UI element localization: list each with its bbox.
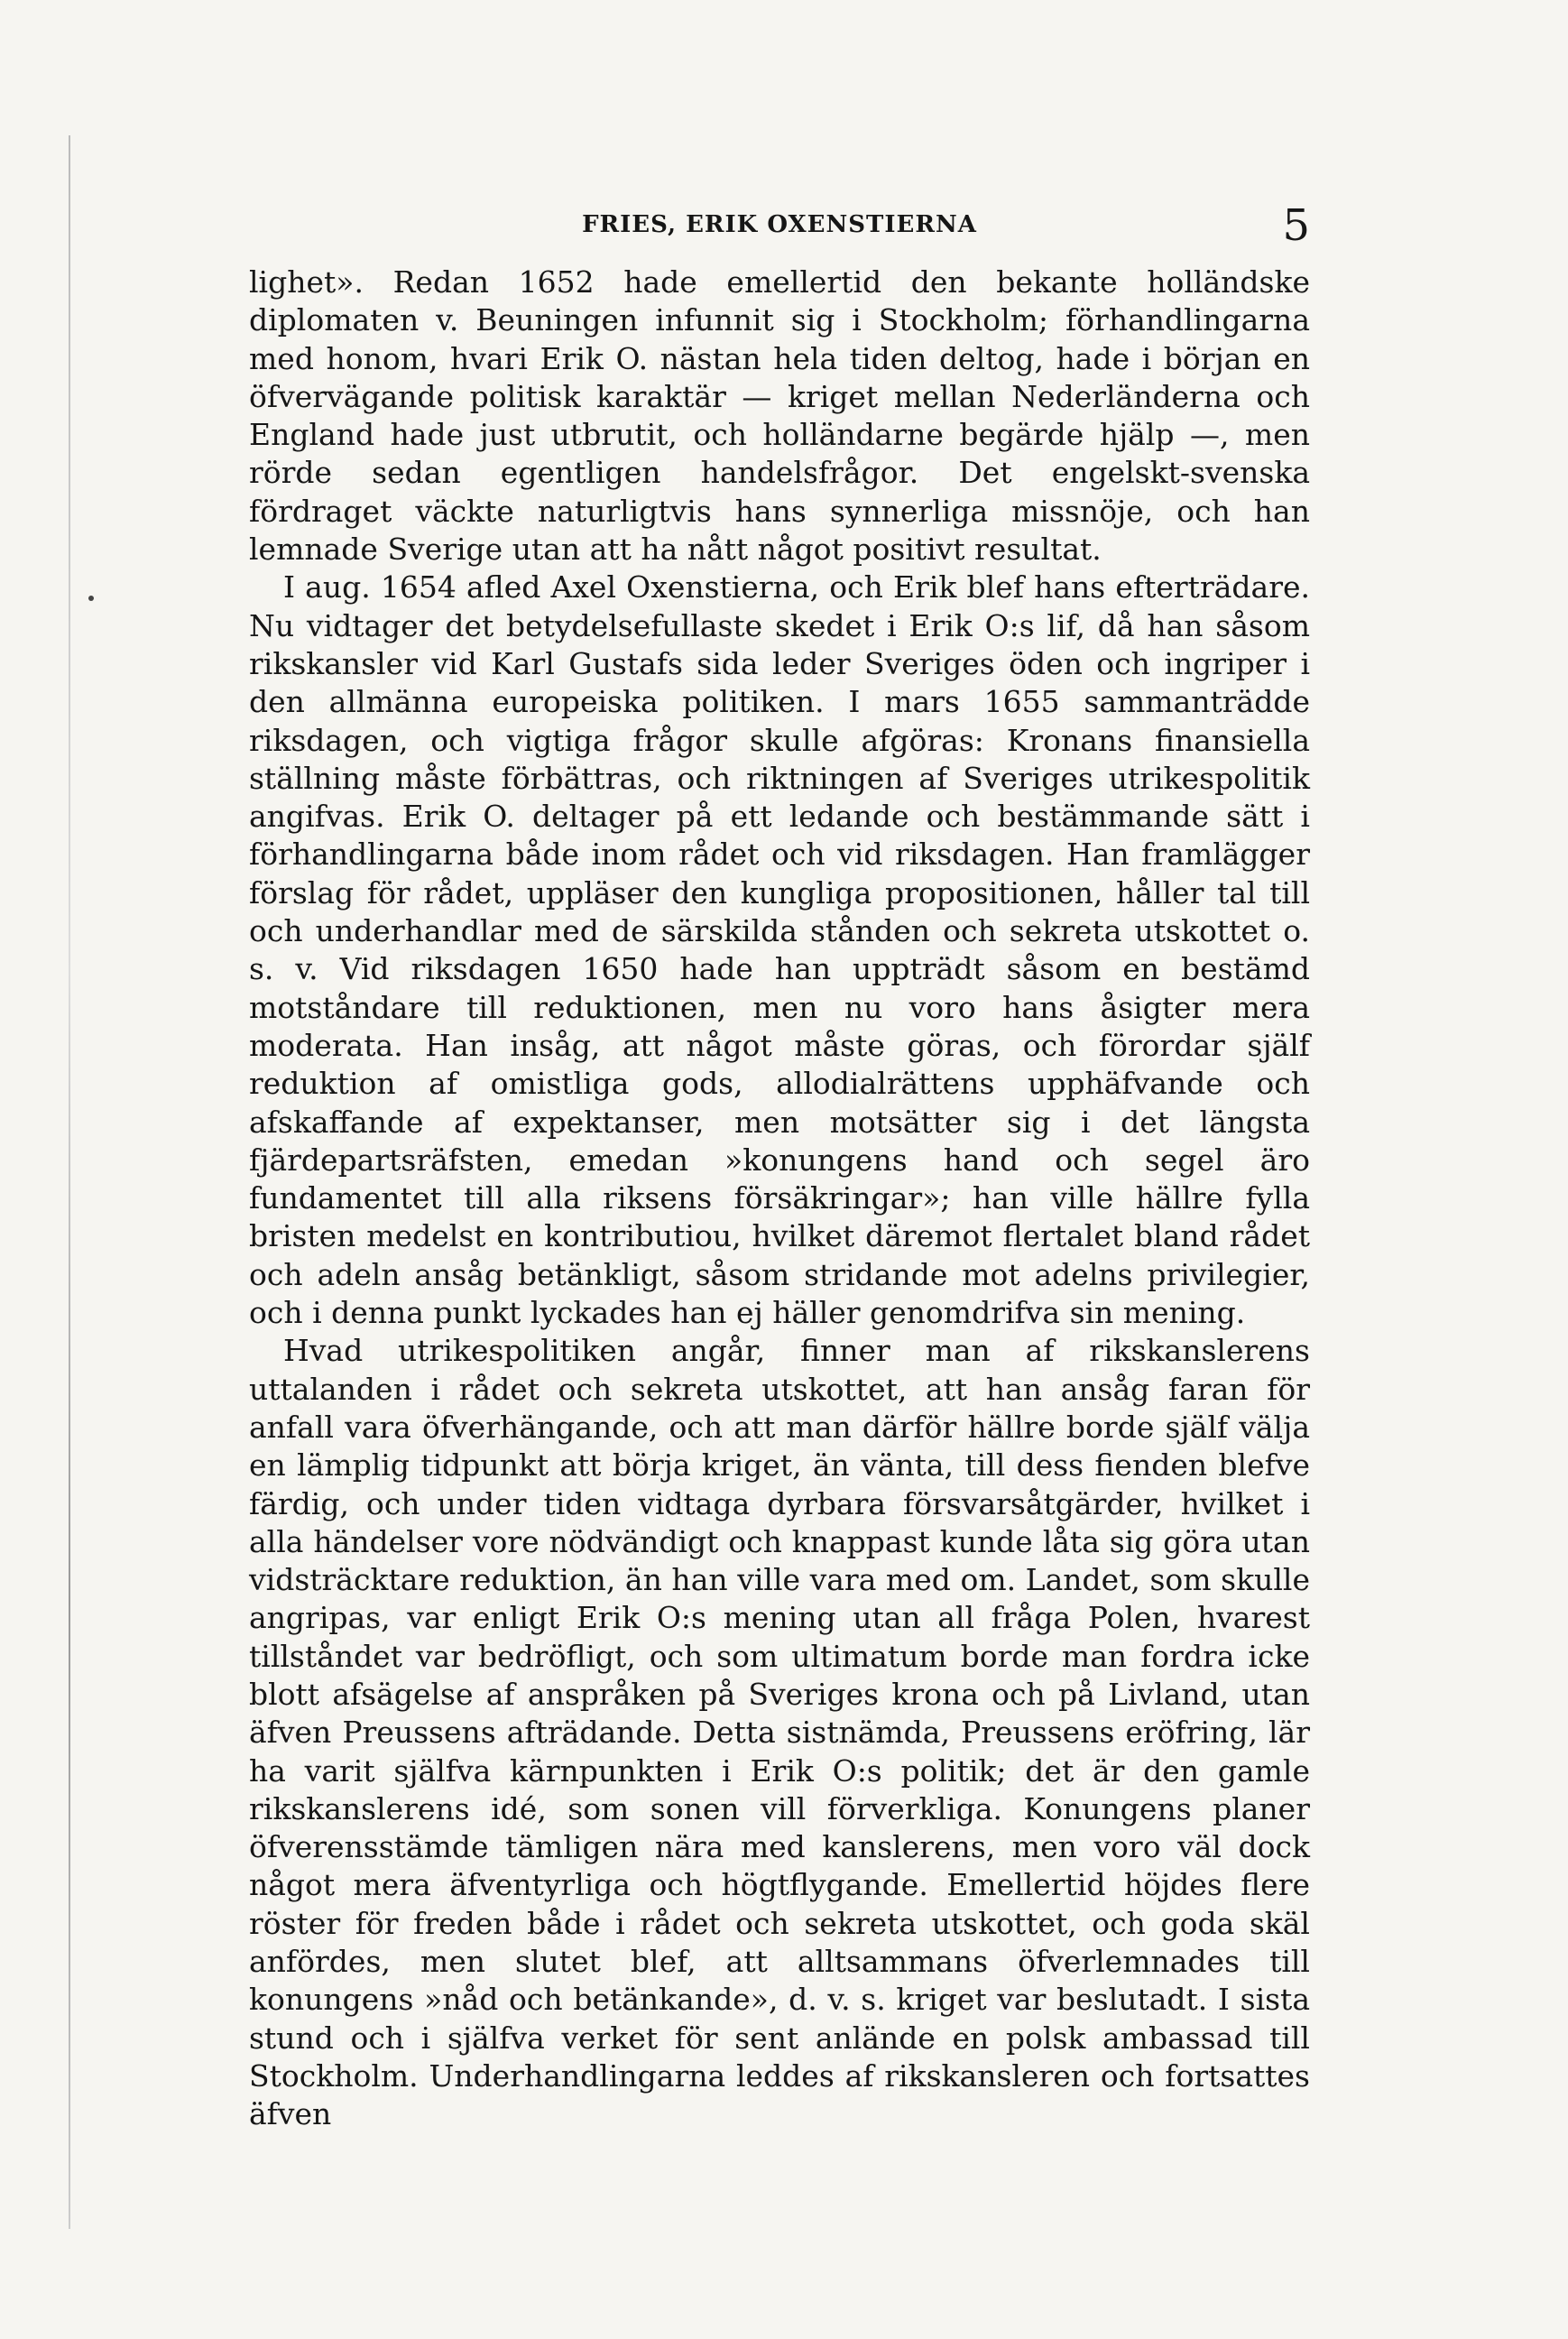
paragraph: I aug. 1654 afled Axel Oxenstierna, och Erik blef hans efterträdare. Nu vidtager det betydelsefullaste skedet i Erik O:s lif, då han såsom rikskansler vid Karl Gustafs sida leder Sveriges öden och ingriper i den allmänna europeiska politiken. I mars 1655 sammanträdde riksdagen, och vigtiga frågor skulle afgöras: Kronans finansiella ställning måste förbättras, och riktningen af Sveriges utrikespolitik angifvas. Erik O. deltager på ett ledande och bestämmande sätt i förhandlingarna både inom rådet och vid riksdagen. Han framlägger förslag för rådet, uppläser den kungliga propositionen, håller tal till och underhandlar med de särskilda stånden och sekreta utskottet o. s. v. Vid riksdagen 1650 hade han uppträdt såsom en bestämd motståndare till reduktionen, men nu voro hans åsigter mera moderata. Han insåg, att något måste göras, och förordar själf reduktion af omistliga gods, allodialrättens upphäfvande och afskaffande af expektanser, men motsätter sig i det längsta fjärdepartsräfsten, emedan »konungens hand och segel äro fundamentet till alla riksens försäkringar»; han ville hällre fylla bristen medelst en kontributiou, hvilket däremot flertalet bland rådet och adeln ansåg betänkligt, såsom stridande mot adelns privilegier, och i denna punkt lyckades han ej häller genomdrifva sin mening. bbox=[249, 569, 1310, 1331]
page-number: 5 bbox=[1282, 200, 1310, 251]
running-head: FRIES, ERIK OXENSTIERNA bbox=[582, 211, 977, 238]
paragraph: Hvad utrikespolitiken angår, finner man af rikskanslerens uttalanden i rådet och sekreta utskottet, att han ansåg faran för anfall vara öfverhängande, och att man därför hällre borde själf välja en lämplig tidpunkt att börja kriget, än vänta, till dess fienden blefve färdig, och under tiden vidtaga dyrbara försvarsåtgärder, hvilket i alla händelser vore nödvändigt och knappast kunde låta sig göra utan vidsträcktare reduktion, än han ville vara med om. Landet, som skulle angripas, var enligt Erik O:s mening utan all fråga Polen, hvarest tillståndet var bedröfligt, och som ultimatum borde man fordra icke blott afsägelse af anspråken på Sveriges krona och på Livland, utan äfven Preussens afträdande. Detta sistnämda, Preussens eröfring, lär ha varit själfva kärnpunkten i Erik O:s politik; det är den gamle rikskanslerens idé, som sonen vill förverkliga. Konungens planer öfverensstämde tämligen nära med kanslerens, men voro väl dock något mera äfventyrliga och högtflygande. Emellertid höjdes flere röster för freden både i rådet och sekreta utskottet, och goda skäl anfördes, men slutet blef, att alltsammans öfverlemnades till konungens »nåd och betänkande», d. v. s. kriget var beslutadt. I sista stund och i själfva verket för sent anlände en polsk ambassad till Stockholm. Underhandlingarna leddes af rikskansleren och fortsattes äfven bbox=[249, 1333, 1310, 2132]
scan-speck bbox=[88, 596, 94, 601]
paragraph: lighet». Redan 1652 hade emellertid den bekante holländske diplomaten v. Beuningen infunnit sig i Stockholm; förhandlingarna med honom, hvari Erik O. nästan hela tiden deltog, hade i början en öfvervägande politisk karaktär — kriget mellan Nederländerna och England hade just utbrutit, och holländarne begärde hjälp —, men rörde sedan egentligen handelsfrågor. Det engelskt-svenska fördraget väckte naturligtvis hans synnerliga missnöje, och han lemnade Sverige utan att ha nått något positivt resultat. bbox=[249, 264, 1310, 568]
page-header bbox=[249, 200, 1310, 254]
body-text bbox=[249, 263, 1310, 2134]
scan-margin-shadow bbox=[69, 135, 70, 2229]
